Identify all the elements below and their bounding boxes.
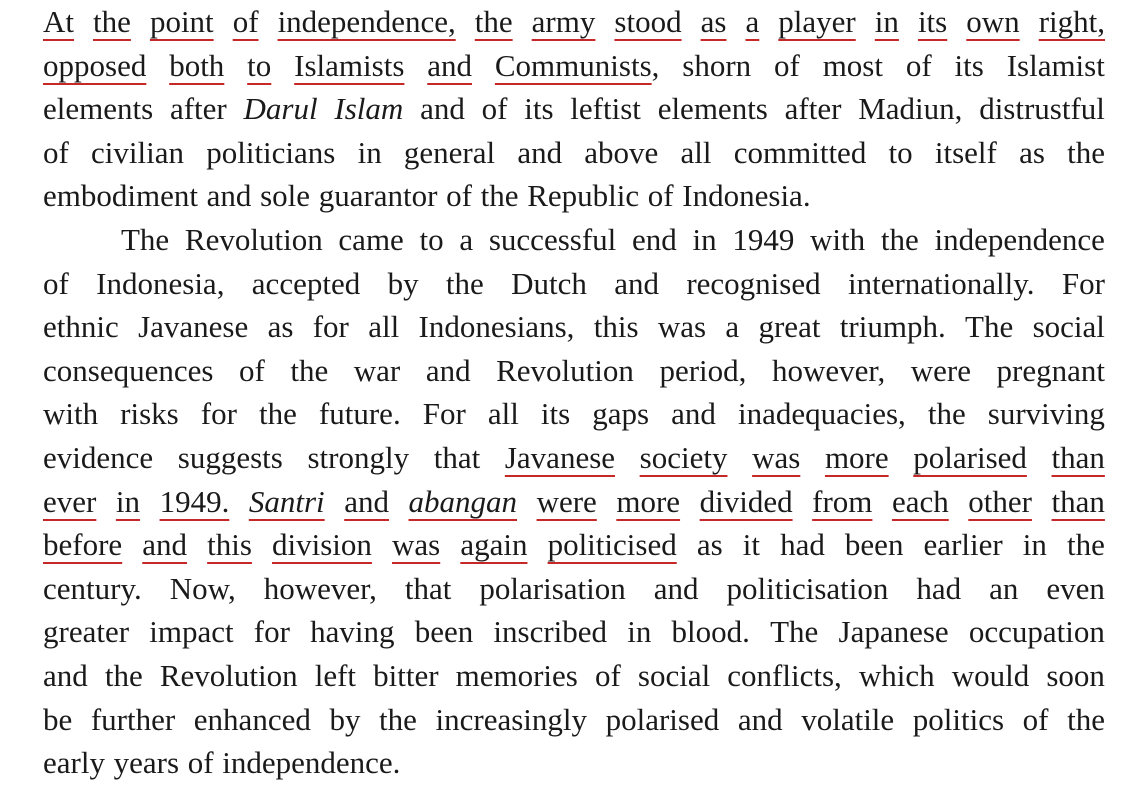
word: Republic xyxy=(527,178,640,214)
word: risks xyxy=(120,396,179,432)
word: volatile xyxy=(801,701,895,737)
word: politics xyxy=(912,701,1005,737)
word: enhanced xyxy=(193,701,311,737)
word: elements xyxy=(657,91,768,127)
word: For xyxy=(1061,265,1105,301)
word: accepted xyxy=(251,265,361,301)
word: the xyxy=(480,178,519,214)
word: committed xyxy=(733,134,867,170)
word: that xyxy=(433,439,481,475)
word: and xyxy=(671,396,716,432)
word: own xyxy=(966,4,1020,39)
word: independence, xyxy=(277,4,456,39)
word: be xyxy=(43,701,73,737)
word: both xyxy=(169,47,225,83)
word: and xyxy=(142,527,188,563)
word: suggests xyxy=(177,439,283,475)
text-line xyxy=(43,44,1105,88)
word: as xyxy=(267,309,294,345)
word: been xyxy=(414,614,474,650)
word: conflicts, xyxy=(727,657,842,693)
word: politicisation xyxy=(726,570,889,606)
word: in xyxy=(357,134,382,170)
word: The xyxy=(965,309,1014,345)
text-line xyxy=(43,567,1105,611)
word: polarised xyxy=(605,701,720,737)
word: a xyxy=(745,4,760,39)
word: bitter xyxy=(373,657,439,693)
word: all xyxy=(368,309,400,345)
word: the xyxy=(474,4,513,39)
word: the xyxy=(1067,527,1105,563)
word: social xyxy=(1032,309,1105,345)
word: and xyxy=(344,483,389,519)
word: future. xyxy=(318,396,401,432)
word: left xyxy=(314,657,357,693)
word: the xyxy=(927,396,966,432)
word: occupation xyxy=(968,614,1105,650)
word: of xyxy=(774,47,800,83)
word: Indonesians, xyxy=(418,309,575,345)
word: inadequacies, xyxy=(737,396,906,432)
word: as xyxy=(1019,134,1045,170)
word: the xyxy=(445,265,484,301)
word: the xyxy=(104,657,143,693)
word: of xyxy=(446,178,472,214)
word: above xyxy=(584,134,659,170)
word: all xyxy=(487,396,519,432)
text-line xyxy=(43,174,1105,218)
word: all xyxy=(680,134,712,170)
word: guarantor xyxy=(318,178,438,214)
word: Javanese xyxy=(504,439,616,475)
word: after xyxy=(169,91,227,127)
word: inscribed xyxy=(493,614,608,650)
word: society xyxy=(639,439,728,475)
word: ethnic xyxy=(43,309,119,345)
word: general xyxy=(403,134,496,170)
word: and xyxy=(737,701,783,737)
document-page xyxy=(43,0,1105,785)
word: which xyxy=(858,657,935,693)
word: civilian xyxy=(91,134,185,170)
word: Indonesia, xyxy=(96,265,225,301)
word: player xyxy=(778,4,856,39)
word: than xyxy=(1051,483,1105,519)
word: for xyxy=(200,396,237,432)
word: however, xyxy=(771,352,886,388)
text-line xyxy=(43,698,1105,742)
word: the xyxy=(93,4,131,39)
word: pregnant xyxy=(996,352,1105,388)
word: the xyxy=(259,396,297,432)
word: elements xyxy=(43,91,154,127)
word: blood. xyxy=(671,614,750,650)
text-line xyxy=(43,349,1105,393)
word: 1949 xyxy=(732,221,795,257)
word: and xyxy=(653,570,699,606)
word: opposed xyxy=(43,47,147,83)
word: and xyxy=(427,47,473,83)
word: of xyxy=(594,657,621,693)
word: were xyxy=(536,483,597,519)
word: of xyxy=(238,352,265,388)
text-line xyxy=(43,523,1105,567)
text-line xyxy=(43,610,1105,654)
word: the xyxy=(1067,134,1105,170)
text-line xyxy=(43,480,1105,524)
word: evidence xyxy=(43,439,154,475)
text-line xyxy=(43,87,1105,131)
word: before xyxy=(43,527,123,563)
word: to xyxy=(247,47,272,83)
word: other xyxy=(968,483,1032,519)
word: and xyxy=(420,91,465,127)
word: social xyxy=(637,657,711,693)
word: politicised xyxy=(547,527,677,563)
word: distrustful xyxy=(979,91,1105,127)
word: to xyxy=(419,221,444,257)
word: was xyxy=(752,439,801,475)
word: itself xyxy=(934,134,997,170)
text-line xyxy=(43,262,1105,306)
text-line xyxy=(43,436,1105,480)
word: more xyxy=(824,439,889,475)
word: stood xyxy=(614,4,682,39)
word: For xyxy=(422,396,466,432)
word: Revolution xyxy=(496,352,634,388)
text-line xyxy=(43,0,1105,44)
word: strongly xyxy=(307,439,410,475)
word: that xyxy=(404,570,452,606)
word: shorn xyxy=(682,47,752,83)
word: century. xyxy=(43,570,142,606)
word: independence. xyxy=(222,745,401,781)
word: than xyxy=(1051,439,1105,475)
word: however, xyxy=(263,570,377,606)
word: of xyxy=(647,178,674,214)
word: of xyxy=(481,91,508,127)
word: point xyxy=(149,4,214,39)
word: soon xyxy=(1046,657,1105,693)
word: this xyxy=(593,309,639,345)
word: Indonesia. xyxy=(682,178,811,214)
word: Communists, xyxy=(494,47,660,83)
word: again xyxy=(460,527,528,563)
word: with xyxy=(43,396,99,432)
word: Now, xyxy=(169,570,236,606)
word: Dutch xyxy=(511,265,587,301)
word: of xyxy=(187,745,214,781)
word: Madiun, xyxy=(858,91,963,127)
word: more xyxy=(616,483,681,519)
word: came xyxy=(338,221,404,257)
word: was xyxy=(657,309,707,345)
word: Javanese xyxy=(138,309,249,345)
word: divided xyxy=(699,483,793,519)
word: this xyxy=(207,527,252,563)
word: Islamist xyxy=(1006,47,1105,83)
word: its xyxy=(954,47,984,83)
text-line xyxy=(43,392,1105,436)
word: for xyxy=(253,614,290,650)
word: would xyxy=(951,657,1030,693)
word: were xyxy=(910,352,971,388)
word: politicians xyxy=(206,134,336,170)
word: as xyxy=(700,4,727,39)
text-line xyxy=(43,654,1105,698)
word: division xyxy=(272,527,372,563)
word: Darul xyxy=(243,91,318,127)
word: of xyxy=(43,265,69,301)
paragraph xyxy=(43,0,1105,218)
word: Islamists xyxy=(294,47,405,83)
word: consequences xyxy=(43,352,214,388)
word: its xyxy=(524,91,554,127)
word: the xyxy=(290,352,329,388)
word: greater xyxy=(43,614,130,650)
word: polarised xyxy=(913,439,1027,475)
word: in xyxy=(874,4,899,39)
word: Japanese xyxy=(838,614,949,650)
word: Santri xyxy=(248,483,325,519)
word: in xyxy=(692,221,717,257)
word: surviving xyxy=(987,396,1105,432)
word: in xyxy=(115,483,141,519)
word: and xyxy=(43,657,88,693)
word: abangan xyxy=(408,483,518,519)
word: 1949. xyxy=(159,483,230,519)
word: each xyxy=(891,483,949,519)
word: years xyxy=(113,745,180,781)
word: earlier xyxy=(923,527,1003,563)
word: sole xyxy=(260,178,311,214)
word: by xyxy=(329,701,361,737)
word: a xyxy=(725,309,740,345)
word: Islam xyxy=(334,91,404,127)
word: its xyxy=(917,4,948,39)
word: independence xyxy=(934,221,1105,257)
word: further xyxy=(90,701,176,737)
word: great xyxy=(758,309,821,345)
word: to xyxy=(888,134,913,170)
word: The xyxy=(770,614,819,650)
word: ever xyxy=(43,483,97,519)
word: with xyxy=(810,221,866,257)
word: as xyxy=(696,527,723,563)
word: of xyxy=(905,47,932,83)
word: Revolution xyxy=(184,221,323,257)
text-line xyxy=(43,741,1105,785)
text-line xyxy=(43,131,1105,175)
word: Revolution xyxy=(159,657,298,693)
word: had xyxy=(916,570,962,606)
word: of xyxy=(43,134,69,170)
word: was xyxy=(392,527,441,563)
word: embodiment xyxy=(43,178,198,214)
word: period, xyxy=(659,352,747,388)
word: and xyxy=(517,134,563,170)
word: impact xyxy=(149,614,234,650)
word: the xyxy=(880,221,919,257)
word: most xyxy=(822,47,883,83)
word: an xyxy=(989,570,1019,606)
word: war xyxy=(353,352,401,388)
word: had xyxy=(780,527,825,563)
word: by xyxy=(387,265,419,301)
text-line xyxy=(43,305,1105,349)
word: even xyxy=(1046,570,1105,606)
paragraph xyxy=(43,218,1105,785)
word: triumph. xyxy=(839,309,946,345)
word: of xyxy=(232,4,259,39)
word: army xyxy=(531,4,596,39)
text-line xyxy=(43,218,1105,262)
word: right, xyxy=(1038,4,1105,39)
word: a xyxy=(459,221,474,257)
word: and xyxy=(425,352,471,388)
word: and xyxy=(614,265,659,301)
word: end xyxy=(631,221,677,257)
word: At xyxy=(43,4,74,39)
word: internationally. xyxy=(847,265,1035,301)
word: in xyxy=(1022,527,1047,563)
word: early xyxy=(43,745,105,781)
word: The xyxy=(121,221,170,257)
word: leftist xyxy=(570,91,641,127)
word: and xyxy=(206,178,252,214)
word: having xyxy=(310,614,395,650)
word: successful xyxy=(488,221,617,257)
word: of xyxy=(1022,701,1049,737)
word: it xyxy=(742,527,760,563)
word: after xyxy=(784,91,842,127)
word: from xyxy=(812,483,873,519)
word: its xyxy=(540,396,571,432)
word: for xyxy=(312,309,349,345)
word: polarisation xyxy=(479,570,626,606)
word: memories xyxy=(455,657,578,693)
word: increasingly xyxy=(435,701,588,737)
word: gaps xyxy=(592,396,650,432)
word: been xyxy=(844,527,904,563)
word: the xyxy=(1067,701,1105,737)
word: recognised xyxy=(686,265,821,301)
word: in xyxy=(627,614,652,650)
word: the xyxy=(379,701,417,737)
